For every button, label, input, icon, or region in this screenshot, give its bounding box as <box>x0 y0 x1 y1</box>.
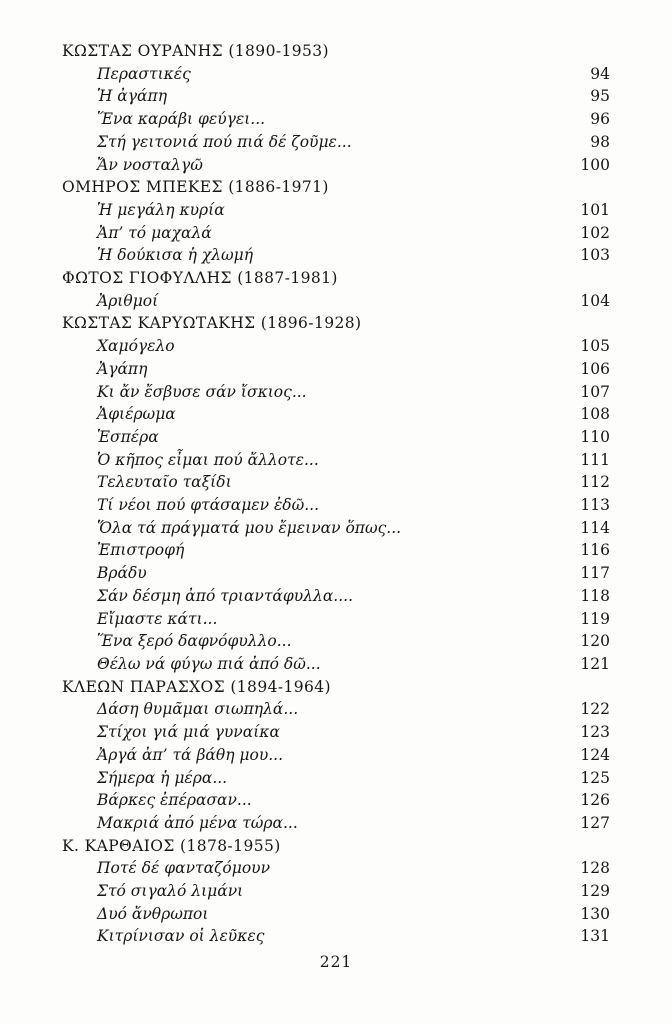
entry-title: Θέλω νά φύγω πιά ἀπό δῶ... <box>97 654 321 673</box>
entry-page-number: 118 <box>580 586 610 605</box>
toc-entry <box>62 494 610 517</box>
entry-page-number: 105 <box>580 337 610 356</box>
entry-page-number: 111 <box>580 450 610 469</box>
author-heading: ΚΩΣΤΑΣ ΚΑΡΥΩΤΑΚΗΣ (1896-1928) <box>62 314 362 333</box>
toc-entry <box>62 131 610 154</box>
entry-title: Ἐπιστροφή <box>97 541 185 560</box>
entry-title: Ἀριθμοί <box>97 291 159 310</box>
toc-entry <box>62 903 610 926</box>
entry-page-number: 123 <box>580 723 610 742</box>
entry-page-number: 103 <box>580 246 610 265</box>
entry-title: Σάν δέσμη ἀπό τριαντάφυλλα.... <box>97 586 353 605</box>
entry-page-number: 126 <box>580 791 610 810</box>
toc-section <box>62 40 610 176</box>
entry-title: Ἀγάπη <box>97 359 148 378</box>
entry-page-number: 95 <box>590 87 610 106</box>
toc-entry <box>62 426 610 449</box>
toc-entry <box>62 244 610 267</box>
toc-entry <box>62 789 610 812</box>
entry-page-number: 121 <box>580 654 610 673</box>
toc-entry <box>62 108 610 131</box>
toc-section <box>62 835 610 949</box>
toc-entry <box>62 358 610 381</box>
entry-page-number: 108 <box>580 405 610 424</box>
toc-entry <box>62 812 610 835</box>
entry-title: Ποτέ δέ φανταζόμουν <box>97 859 271 878</box>
toc-entry <box>62 585 610 608</box>
entry-title: Ἕνα καράβι φεύγει... <box>97 110 266 129</box>
author-heading: Κ. ΚΑΡΘΑΙΟΣ (1878-1955) <box>62 836 281 855</box>
entry-page-number: 98 <box>590 132 610 151</box>
toc-section <box>62 267 610 312</box>
entry-title: Ἀφιέρωμα <box>97 405 176 424</box>
author-heading: ΚΩΣΤΑΣ ΟΥΡΑΝΗΣ (1890-1953) <box>62 42 329 60</box>
author-heading: ΚΛΕΩΝ ΠΑΡΑΣΧΟΣ (1894-1964) <box>62 677 331 696</box>
entry-title: Στό σιγαλό λιμάνι <box>97 882 244 901</box>
entry-page-number: 125 <box>580 768 610 787</box>
entry-title: Βάρκες ἐπέρασαν... <box>97 791 252 810</box>
entry-title: Ἀπ’ τό μαχαλά <box>97 223 212 242</box>
author-heading: ΟΜΗΡΟΣ ΜΠΕΚΕΣ (1886-1971) <box>62 178 329 197</box>
toc-list <box>62 40 610 948</box>
entry-title: Ἡ μεγάλη κυρία <box>97 200 225 219</box>
entry-page-number: 120 <box>580 632 610 651</box>
toc-entry <box>62 767 610 790</box>
entry-title: Στή γειτονιά πού πιά δέ ζοῦμε... <box>97 132 352 151</box>
entry-title: Κιτρίνισαν οἱ λεῦκες <box>97 927 265 946</box>
entry-page-number: 104 <box>580 291 610 310</box>
toc-entry <box>62 199 610 222</box>
entry-title: Χαμόγελο <box>97 337 175 356</box>
entry-page-number: 116 <box>580 541 610 560</box>
entry-title: Σήμερα ἡ μέρα... <box>97 768 228 787</box>
entry-page-number: 96 <box>590 110 610 129</box>
entry-page-number: 117 <box>580 564 610 583</box>
entry-page-number: 101 <box>580 200 610 219</box>
toc-entry <box>62 630 610 653</box>
toc-entry <box>62 403 610 426</box>
entry-page-number: 131 <box>580 927 610 946</box>
entry-page-number: 113 <box>580 496 610 515</box>
toc-section <box>62 176 610 267</box>
entry-page-number: 112 <box>580 473 610 492</box>
author-heading: ΦΩΤΟΣ ΓΙΟΦΥΛΛΗΣ (1887-1981) <box>62 269 338 288</box>
toc-entry <box>62 698 610 721</box>
toc-entry <box>62 562 610 585</box>
entry-title: Τελευταῖο ταξίδι <box>97 473 232 492</box>
toc-entry <box>62 880 610 903</box>
entry-title: Στίχοι γιά μιά γυναίκα <box>97 723 280 742</box>
entry-page-number: 114 <box>580 518 610 537</box>
entry-title: Ἀργά ἀπ’ τά βάθη μου... <box>97 745 284 764</box>
entry-page-number: 106 <box>580 359 610 378</box>
toc-entry <box>62 63 610 86</box>
entry-title: Ἄν νοσταλγῶ <box>97 155 203 174</box>
toc-entry <box>62 653 610 676</box>
toc-entry <box>62 857 610 880</box>
toc-entry <box>62 925 610 948</box>
entry-title: Δυό ἄνθρωποι <box>97 904 209 923</box>
entry-page-number: 128 <box>580 859 610 878</box>
entry-title: Ὅλα τά πράγματά μου ἔμειναν ὅπως... <box>97 518 402 537</box>
toc-entry <box>62 539 610 562</box>
toc-entry <box>62 290 610 313</box>
entry-title: Ἡ δούκισα ἡ χλωμή <box>97 246 254 265</box>
entry-page-number: 102 <box>580 223 610 242</box>
toc-entry <box>62 154 610 177</box>
entry-page-number: 122 <box>580 700 610 719</box>
toc-entry <box>62 335 610 358</box>
toc-entry <box>62 381 610 404</box>
toc-entry <box>62 517 610 540</box>
entry-title: Δάση θυμᾶμαι σιωπηλά... <box>97 700 299 719</box>
toc-section <box>62 676 610 835</box>
entry-page-number: 127 <box>580 813 610 832</box>
entry-page-number: 94 <box>590 64 610 83</box>
toc-section <box>62 312 610 675</box>
entry-page-number: 129 <box>580 882 610 901</box>
entry-title: Μακριά ἀπό μένα τώρα... <box>97 813 298 832</box>
entry-page-number: 130 <box>580 904 610 923</box>
entry-page-number: 124 <box>580 745 610 764</box>
entry-page-number: 107 <box>580 382 610 401</box>
toc-entry <box>62 222 610 245</box>
page-number: 221 <box>319 953 353 971</box>
entry-title: Τί νέοι πού φτάσαμεν ἐδῶ... <box>97 496 320 515</box>
entry-page-number: 119 <box>580 609 610 628</box>
toc-entry <box>62 85 610 108</box>
toc-entry <box>62 471 610 494</box>
entry-title: Περαστικές <box>97 64 191 83</box>
toc-entry <box>62 721 610 744</box>
entry-title: Ἡ ἀγάπη <box>97 87 167 106</box>
entry-title: Βράδυ <box>97 564 147 583</box>
entry-title: Εἴμαστε κάτι... <box>97 609 218 628</box>
entry-title: Ἕνα ξερό δαφνόφυλλο... <box>97 632 292 651</box>
toc-entry <box>62 744 610 767</box>
entry-title: Ἑσπέρα <box>97 427 159 446</box>
toc-entry <box>62 608 610 631</box>
entry-title: Κι ἄν ἔσβυσε σάν ἴσκιος... <box>97 382 307 401</box>
entry-title: Ὁ κῆπος εἶμαι πού ἄλλοτε... <box>97 450 319 469</box>
entry-page-number: 110 <box>580 427 610 446</box>
entry-page-number: 100 <box>580 155 610 174</box>
toc-entry <box>62 449 610 472</box>
